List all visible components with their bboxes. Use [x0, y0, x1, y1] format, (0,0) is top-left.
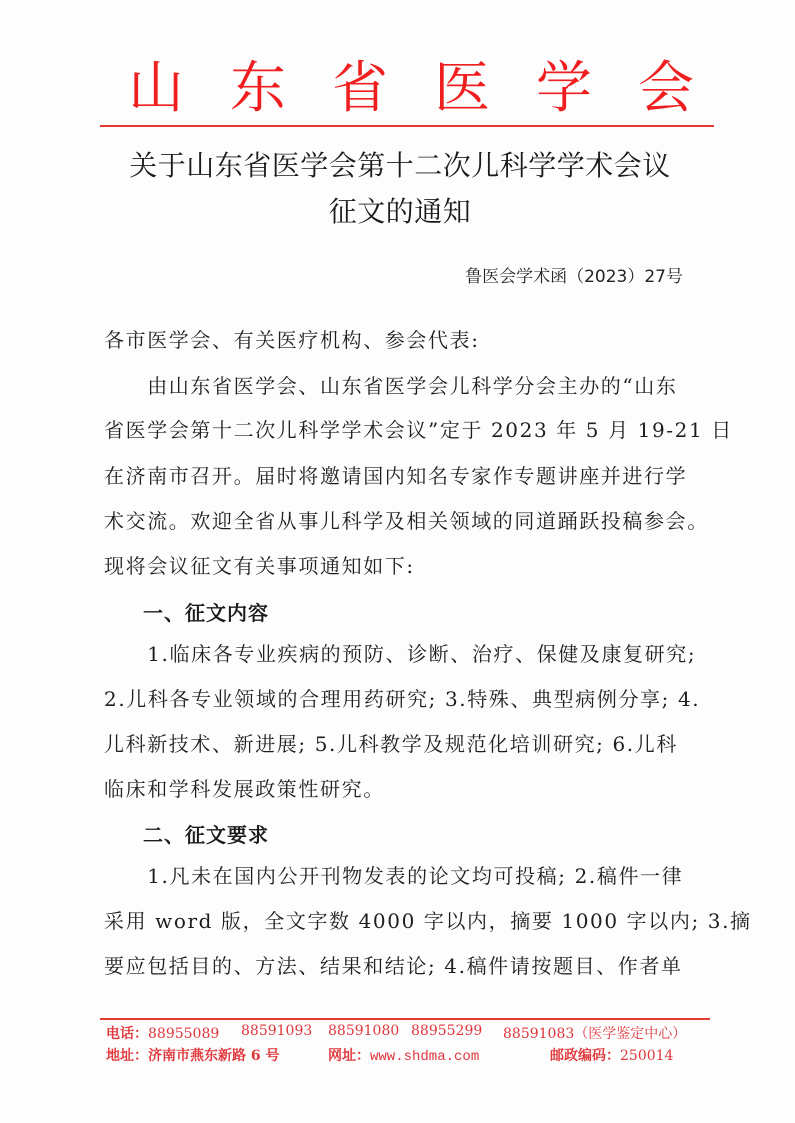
notice-title-line2: 征文的通知: [328, 195, 472, 228]
intro-line: 省医学会第十二次儿科学学术会议”定于 2023 年 5 月 19-21 日: [104, 418, 733, 442]
footer-address-row: [106, 1045, 674, 1065]
postcode-label: 邮政编码：: [550, 1048, 620, 1064]
section-heading-requirements: 二、征文要求: [143, 823, 269, 847]
section2-line: 采用 word 版，全文字数 4000 字以内，摘要 1000 字以内; 3.摘: [104, 909, 752, 933]
phone-number: 88591093: [241, 1023, 313, 1039]
letterhead-char: 东: [230, 56, 286, 121]
section1-line: 1.临床各专业疾病的预防、诊断、治疗、保健及康复研究;: [104, 642, 697, 666]
intro-line: 术交流。欢迎全省从事儿科学及相关领域的同道踊跃投稿参会。: [104, 509, 709, 533]
address-label: 地址：: [106, 1048, 148, 1064]
letterhead-org-name: [100, 56, 714, 122]
phone-number: 88955089: [148, 1026, 220, 1042]
letterhead-char: 会: [638, 56, 694, 121]
website-label: 网址：: [328, 1048, 370, 1064]
section1-line: 儿科新技术、新进展; 5.儿科教学及规范化培训研究; 6.儿科: [104, 732, 678, 756]
section1-line: 临床和学科发展政策性研究。: [104, 777, 385, 801]
letterhead-char: 山: [128, 56, 184, 121]
postcode-value: 250014: [620, 1048, 674, 1064]
letterhead-char: 省: [332, 56, 388, 121]
address-value: 济南市燕东新路 6 号: [148, 1048, 280, 1064]
footer-phone-row: [106, 1023, 687, 1043]
letterhead-char: 学: [536, 56, 592, 121]
phone-number: 88591080: [328, 1023, 400, 1039]
salutation: 各市医学会、有关医疗机构、参会代表:: [104, 328, 480, 352]
section2-line: 1.凡未在国内公开刊物发表的论文均可投稿; 2.稿件一律: [104, 864, 684, 888]
notice-title-line1: 关于山东省医学会第十二次儿科学学术会议: [129, 149, 671, 182]
letterhead-divider: [100, 125, 714, 127]
footer-divider: [100, 1018, 710, 1020]
website-link[interactable]: www.shdma.com: [370, 1049, 480, 1065]
section-heading-content: 一、征文内容: [143, 601, 269, 625]
section2-line: 要应包括目的、方法、结果和结论; 4.稿件请按题目、作者单: [104, 954, 683, 978]
intro-line: 由山东省医学会、山东省医学会儿科学分会主办的“山东: [104, 374, 678, 398]
phone-number: 88955299: [411, 1023, 483, 1039]
section1-line: 2.儿科各专业领域的合理用药研究; 3.特殊、典型病例分享; 4.: [104, 687, 701, 711]
letterhead-char: 医: [434, 56, 490, 121]
intro-line: 在济南市召开。届时将邀请国内知名专家作专题讲座并进行学: [104, 464, 688, 488]
intro-line: 现将会议征文有关事项通知如下:: [104, 554, 415, 578]
phone-label: 电话：: [106, 1026, 148, 1042]
document-number: 鲁医会学术函（2023）27号: [465, 267, 683, 287]
phone-number: 88591083（医学鉴定中心）: [503, 1026, 687, 1042]
